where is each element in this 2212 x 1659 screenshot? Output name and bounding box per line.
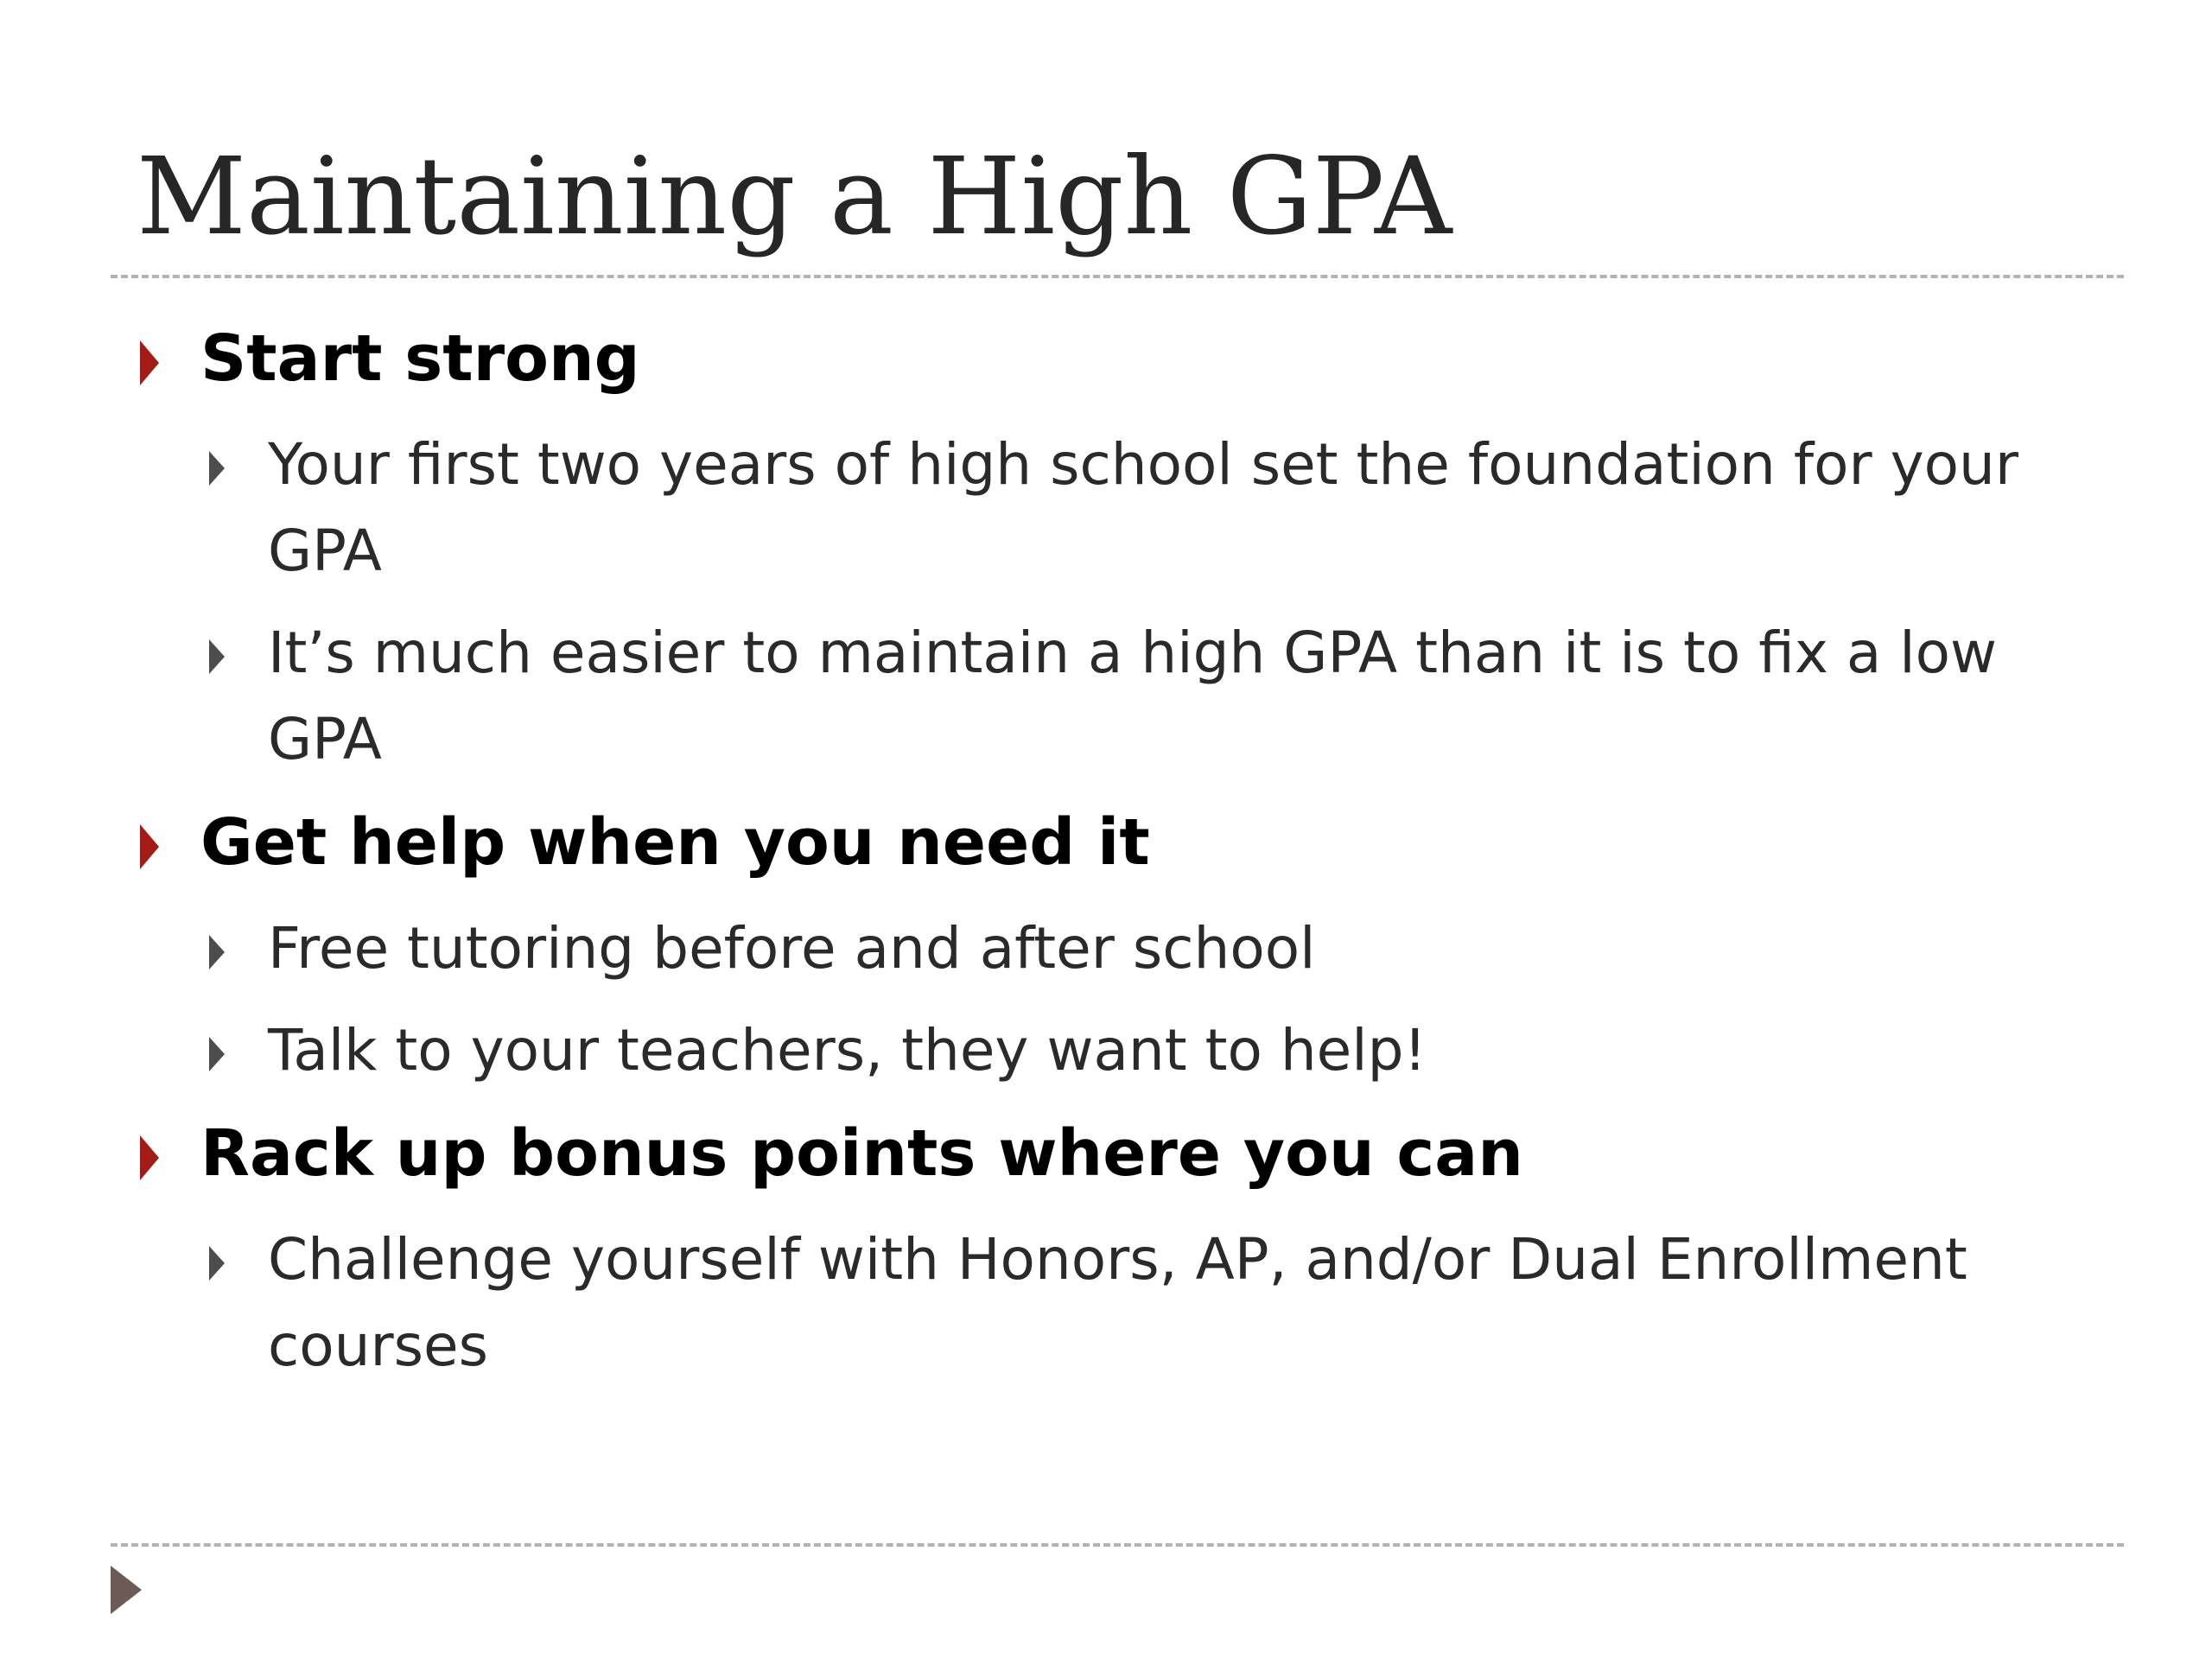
play-arrow-icon[interactable] xyxy=(111,1566,142,1614)
gray-triangle-bullet-icon xyxy=(209,935,225,969)
red-triangle-bullet-icon xyxy=(140,1135,159,1180)
bullet-item xyxy=(130,610,2082,783)
red-triangle-bullet-icon xyxy=(140,824,159,869)
bullet-item xyxy=(130,906,2082,992)
bullet-item-text: It’s much easier to maintain a high GPA than it is to fix a low GPA xyxy=(268,620,1997,772)
bullet-heading-text: Start strong xyxy=(200,321,640,396)
bullet-item-text: Free tutoring before and after school xyxy=(268,915,1316,982)
bullet-heading-text: Get help when you need it xyxy=(200,805,1150,880)
gray-triangle-bullet-icon xyxy=(209,639,225,674)
bullet-heading-text: Rack up bonus points where you can xyxy=(200,1116,1523,1191)
bullet-item-text: Your first two years of high school set the foundation for your GPA xyxy=(268,431,2018,584)
gray-triangle-bullet-icon xyxy=(209,451,225,486)
slide-body xyxy=(130,311,2082,1389)
footer-divider xyxy=(111,1543,2124,1547)
bullet-item-text: Talk to your teachers, they want to help! xyxy=(268,1017,1427,1084)
bullet-heading xyxy=(130,311,2082,406)
bullet-heading xyxy=(130,1106,2082,1201)
bullet-item xyxy=(130,422,2082,594)
gray-triangle-bullet-icon xyxy=(209,1037,225,1071)
slide-title: Maintaining a High GPA xyxy=(137,135,1452,259)
bullet-heading xyxy=(130,795,2082,890)
bullet-item xyxy=(130,1007,2082,1094)
bullet-item xyxy=(130,1217,2082,1389)
gray-triangle-bullet-icon xyxy=(209,1246,225,1281)
red-triangle-bullet-icon xyxy=(140,340,159,385)
title-divider xyxy=(111,275,2124,278)
bullet-item-text: Challenge yourself with Honors, AP, and/or Dual Enrollment courses xyxy=(268,1226,1967,1379)
